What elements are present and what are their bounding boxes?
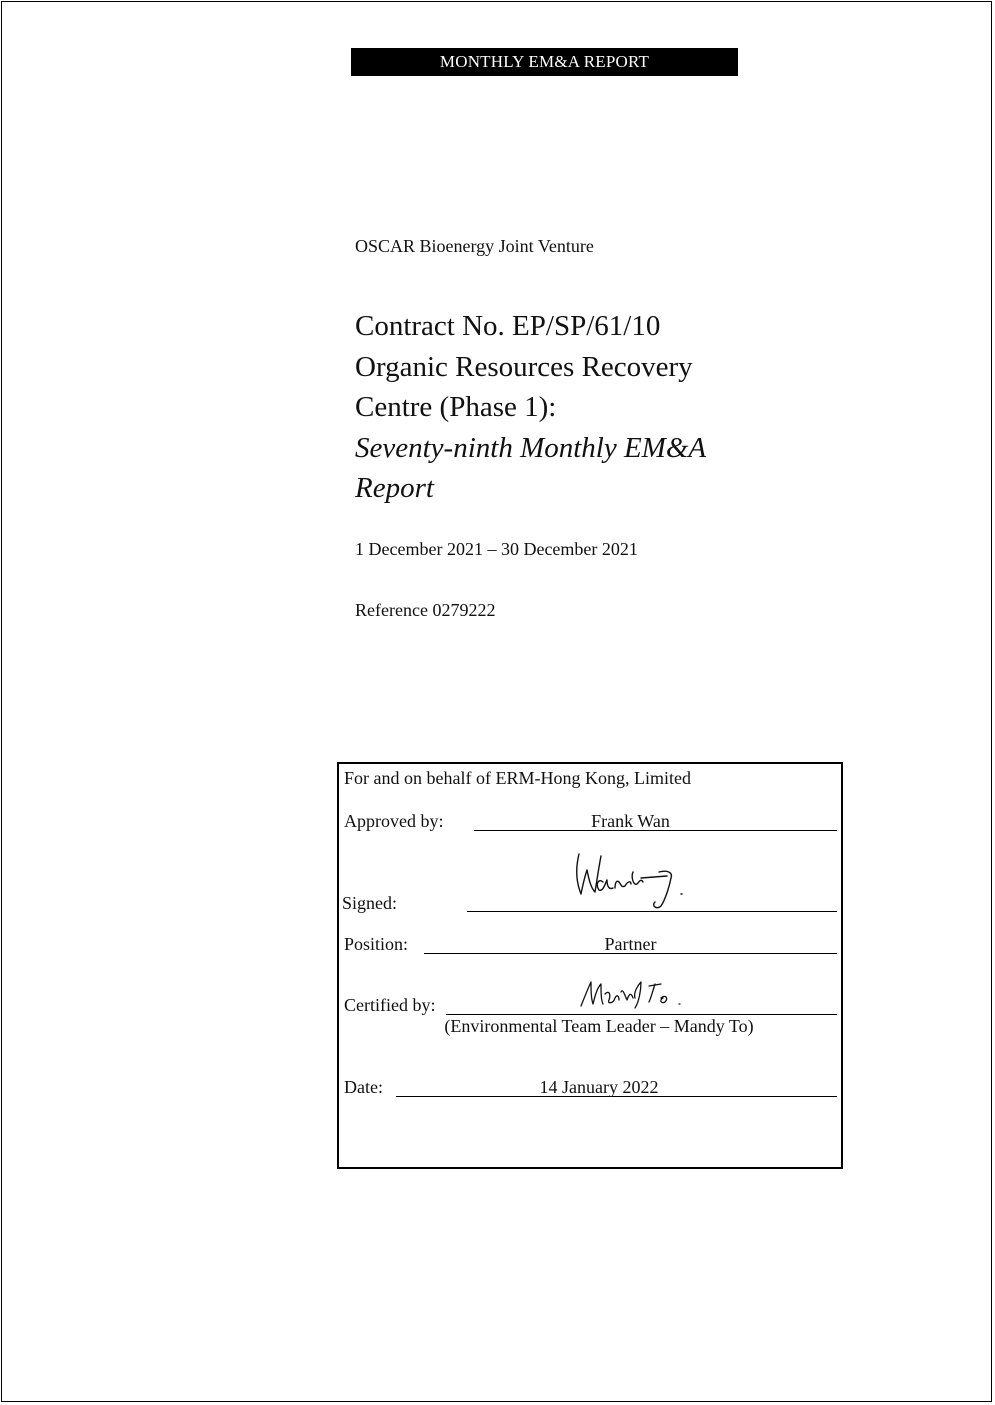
title-line: Organic Resources Recovery xyxy=(355,350,693,383)
signed-line xyxy=(467,911,837,912)
approved-label: Approved by: xyxy=(344,811,444,831)
subtitle-line: Seventy-ninth Monthly EM&A xyxy=(355,431,707,464)
report-banner: MONTHLY EM&A REPORT xyxy=(351,48,738,76)
signature-mandy-to xyxy=(575,976,695,1016)
signature-frank-wan xyxy=(571,848,701,918)
certified-label: Certified by: xyxy=(344,995,436,1015)
behalf-text: For and on behalf of ERM-Hong Kong, Limited xyxy=(344,768,691,788)
date-value: 14 January 2022 xyxy=(539,1077,659,1097)
title-line: Contract No. EP/SP/61/10 xyxy=(355,310,661,342)
report-reference: Reference 0279222 xyxy=(355,600,496,620)
signoff-box xyxy=(337,762,843,1169)
title-line: Centre (Phase 1): xyxy=(355,391,557,423)
signed-label: Signed: xyxy=(342,893,398,913)
certified-note: (Environmental Team Leader – Mandy To) xyxy=(444,1016,754,1036)
position-value: Partner xyxy=(604,934,657,954)
subtitle-line: Report xyxy=(355,472,434,504)
date-label: Date: xyxy=(344,1077,383,1097)
position-label: Position: xyxy=(344,934,409,954)
page-border xyxy=(1,1,992,1402)
report-title xyxy=(355,306,775,509)
client-name: OSCAR Bioenergy Joint Venture xyxy=(355,236,594,256)
approved-value: Frank Wan xyxy=(591,811,670,831)
report-period: 1 December 2021 – 30 December 2021 xyxy=(355,539,638,559)
